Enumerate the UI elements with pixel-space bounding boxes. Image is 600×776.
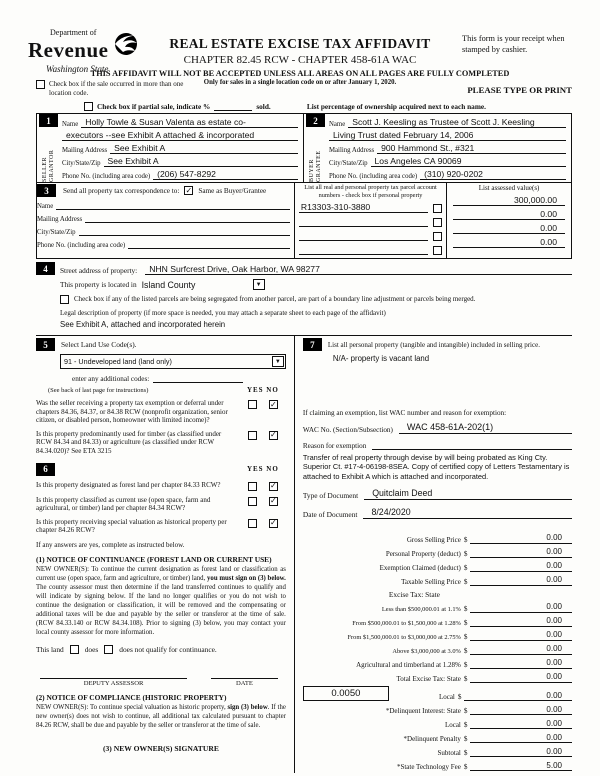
additional-codes-label: enter any additional codes:	[72, 375, 150, 383]
buyer-mailing-label: Mailing Address	[329, 147, 375, 154]
total-excise-label: Total Excise Tax: State	[396, 674, 461, 683]
section5-6-column	[36, 336, 295, 773]
subtotal-field[interactable]: 0.00	[470, 747, 572, 758]
tax-bracket-label: Above $3,000,000 at 3.0%	[392, 647, 461, 655]
reason-text[interactable]: Transfer of real property through devise by will being probated as King Cty. Superior Ct. #17-4-06198-8SEA. Copy of certified copy of Letters Testamentary is attached to Exhibit A which is attached and incorporated.	[302, 453, 570, 481]
yes-checkbox[interactable]	[248, 519, 257, 528]
agency-dept-label: Department of	[50, 28, 97, 37]
notice-compliance-body	[36, 703, 286, 730]
agency-state-label: Washington State	[46, 64, 109, 74]
form-header	[0, 0, 600, 100]
notice1-text: The county assessor must then determine if the land transferred continues to qualify and will indicate by signing below. If the land no longer qualifies or you do not wish to continue the designation or classification, it will be removed and the compensating or additional taxes will be due and payable by the seller or transferor at the time of sale. (RCW 84.33.140 or RCW 84.34.108). Prior to signing (3) below, you may contact your local county assessor for more information.	[36, 583, 286, 636]
qualify-prefix: This land	[36, 644, 64, 654]
local-rate-field[interactable]: 0.0050	[303, 686, 389, 701]
excise-tax-state-header: Excise Tax: State	[388, 589, 440, 599]
notice1-bold-text: you must sign on (3) below.	[207, 574, 286, 582]
dollar-sign: $	[463, 549, 468, 558]
grantee-role-label: GRANTEE	[315, 150, 322, 182]
section4	[36, 262, 572, 336]
personal-property-input[interactable]: N/A- property is vacant land	[332, 354, 430, 363]
no-checkbox[interactable]: ✓	[270, 518, 277, 528]
completion-warning: THIS AFFIDAVIT WILL NOT BE ACCEPTED UNLESS ALL AREAS ON ALL PAGES ARE FULLY COMPLETED	[90, 69, 510, 78]
multi-location-checkbox[interactable]	[36, 80, 45, 89]
correspondence-label: Send all property tax correspondence to:	[63, 186, 180, 195]
agency-name: Revenue	[28, 38, 109, 62]
money-row	[303, 733, 572, 744]
section1-badge: 1	[39, 114, 58, 127]
buyer-role-label: BUYER	[308, 159, 315, 182]
buyer-phone-input[interactable]: (310) 920-0202	[420, 169, 566, 180]
yes-checkbox[interactable]	[248, 482, 257, 491]
does-qualify-checkbox[interactable]	[70, 645, 79, 654]
does-not-label: does not qualify for continuance.	[119, 644, 217, 654]
seller-name-label: Name	[62, 121, 79, 128]
question-text: Is this property receiving special valuation as historical property per chapter 84.26 RCW?	[36, 517, 227, 535]
assessed-value-field[interactable]: 0.00	[453, 223, 565, 234]
notice1-text: NEW OWNER(S): To continue the current designation as forest land or classification as current use (open space, farm and agriculture, or timber) land,	[36, 565, 286, 582]
dollar-sign: $	[463, 735, 468, 744]
land-use-title: Select Land Use Code(s).	[61, 340, 137, 349]
question-row	[36, 481, 286, 491]
dollar-sign: $	[463, 721, 468, 730]
no-checkbox[interactable]: ✓	[270, 481, 277, 491]
personal-property-checkbox-4[interactable]	[433, 246, 442, 255]
money-row	[303, 561, 572, 572]
corr-city-label: City/State/Zip	[37, 229, 76, 236]
question-row	[36, 496, 286, 513]
notice2-bold-text: sign (3) below	[227, 703, 268, 711]
notice-continuance-title: (1) NOTICE OF CONTINUANCE (FOREST LAND OR CURRENT USE)	[36, 554, 272, 564]
tax-value-field[interactable]: 0.00	[470, 658, 572, 669]
assessed-header: List assessed value(s)	[478, 184, 540, 192]
county-select[interactable]: Island County	[141, 279, 196, 290]
section7-column	[295, 336, 572, 773]
tax-bracket-label: From $1,500,000.01 to $3,000,000 at 2.75%	[347, 633, 461, 641]
deputy-assessor-signature-line[interactable]: DEPUTY ASSESSOR	[40, 678, 187, 687]
yes-no-header: YES NO	[246, 386, 279, 394]
if-yes-note: If any answers are yes, complete as instructed below.	[36, 540, 185, 549]
notice2-text: NEW OWNER(S): To continue special valuation as historic property,	[36, 703, 228, 711]
seller-section	[37, 114, 304, 182]
legal-description-input[interactable]: See Exhibit A, attached and incorporated herein	[60, 320, 226, 329]
dollar-sign: $	[463, 632, 468, 641]
buyer-city-input[interactable]: Los Angeles CA 90069	[371, 156, 566, 167]
form-title: REAL ESTATE EXCISE TAX AFFIDAVIT	[169, 36, 431, 51]
delinquent-penalty-field[interactable]: 0.00	[470, 733, 572, 744]
money-row	[303, 533, 572, 544]
money-value-field[interactable]: 0.00	[470, 533, 572, 544]
segregated-label: Check box if any of the listed parcels are being segregated from another parcel, are part of a boundary line adjustment or parcels being merged.	[74, 295, 476, 303]
money-label: Exemption Claimed (deduct)	[379, 563, 461, 572]
street-address-label: Street address of property:	[60, 266, 138, 275]
section5-badge: 5	[36, 338, 55, 351]
dollar-sign: $	[463, 604, 468, 613]
date-signature-line[interactable]: DATE	[211, 678, 278, 687]
money-value-field[interactable]: 0.00	[470, 547, 572, 558]
seller-name-input[interactable]: Holly Towle & Susan Valenta as estate co-	[81, 117, 298, 128]
buyer-name-input-line2[interactable]: Living Trust dated February 14, 2006	[329, 130, 566, 141]
qualify-row	[36, 645, 286, 654]
document-date-label: Date of Document	[302, 510, 358, 520]
corr-mailing-label: Mailing Address	[37, 216, 83, 223]
subtotal-label: Subtotal	[437, 749, 461, 758]
partial-sale-label: Check box if partial sale, indicate %	[97, 102, 211, 111]
yes-checkbox[interactable]	[248, 400, 257, 409]
money-value-field[interactable]: 0.00	[470, 561, 572, 572]
section2-badge: 2	[306, 114, 325, 127]
question-text: Is this property classified as current use (open space, farm and agricultural, or timber) land per chapter 84.34 RCW?	[36, 495, 211, 513]
corr-phone-label: Phone No. (including area code)	[37, 242, 126, 249]
tax-value-field[interactable]: 0.00	[470, 630, 572, 641]
receipt-note: This form is your receipt when stamped by cashier.	[462, 34, 565, 54]
form-subtitle: CHAPTER 82.45 RCW - CHAPTER 458-61A WAC	[183, 54, 417, 66]
tax-row	[303, 616, 572, 627]
seller-role-label: SELLER	[41, 157, 48, 182]
notice2-text: . If the new owner(s) does not wish to continue, all additional tax calculated pursuant to chapter 84.26 RCW, shall be due and payable by the seller or transferor at the time of sale.	[36, 703, 286, 729]
wac-number-label: WAC No. (Section/Subsection)	[302, 426, 393, 434]
tax-row	[303, 672, 572, 683]
question-text: Was the seller receiving a property tax exemption or deferral under chapters 84.36, 84.37, or 84.38 RCW (nonprofit organization, senior citizen, or disabled person, homeowner with limited income)?	[36, 399, 228, 425]
corr-mailing-input[interactable]	[85, 212, 290, 223]
seller-city-input[interactable]: See Exhibit A	[104, 156, 298, 167]
delinquent-local-field[interactable]: 0.00	[470, 719, 572, 730]
no-checkbox[interactable]: ✓	[270, 399, 277, 409]
notice-continuance-body	[36, 565, 286, 637]
tax-value-field[interactable]: 0.00	[470, 616, 572, 627]
segregated-checkbox[interactable]	[60, 295, 69, 304]
state-tech-fee-label: *State Technology Fee	[396, 763, 461, 772]
land-use-value[interactable]: 91 - Undeveloped land (land only)	[64, 357, 172, 366]
personal-property-title: List all personal property (tangible and intangible) included in selling price.	[327, 340, 540, 349]
dollar-sign: $	[463, 577, 468, 586]
partial-sale-checkbox[interactable]	[84, 102, 93, 111]
document-type-label: Type of Document	[302, 491, 359, 501]
tax-row	[303, 630, 572, 641]
does-label: does	[84, 644, 99, 654]
corr-city-input[interactable]	[79, 225, 290, 236]
document-date-input[interactable]: 8/24/2020	[363, 507, 572, 519]
seller-mailing-input[interactable]: See Exhibit A	[110, 143, 298, 154]
tax-value-field[interactable]: 0.00	[470, 602, 572, 613]
buyer-mailing-input[interactable]: 900 Hammond St., #321	[377, 143, 566, 154]
question-text: Is this property predominantly used for timber (as classified under RCW 84.34 and 84.33) or agriculture (as classified under RCW 84.34.020)? See ETA 3215	[36, 429, 222, 455]
corr-name-label: Name	[37, 203, 54, 210]
dollar-sign: $	[457, 693, 462, 702]
personal-property-checkbox-2[interactable]	[433, 218, 442, 227]
tax-row	[303, 658, 572, 669]
money-row	[303, 575, 572, 586]
question-text: Is this property designated as forest land per chapter 84.33 RCW?	[36, 480, 221, 489]
dollar-sign: $	[463, 660, 468, 669]
reason-label: Reason for exemption	[302, 442, 367, 450]
seller-mailing-label: Mailing Address	[62, 147, 108, 154]
chevron-down-icon[interactable]: ▼	[272, 356, 284, 367]
assessed-value-field[interactable]: 0.00	[453, 209, 565, 220]
parcel-number-field[interactable]	[299, 244, 428, 255]
tax-bracket-label: From $500,000.01 to $1,500,000 at 1.28%	[352, 619, 461, 627]
street-address-input[interactable]: NHN Surfcrest Drive, Oak Harbor, WA 98277	[145, 264, 572, 275]
instructions-note: (See back of last page for instructions)	[48, 387, 149, 394]
dollar-sign: $	[463, 563, 468, 572]
dollar-sign: $	[463, 618, 468, 627]
local-tax-row	[303, 686, 572, 701]
assessed-value-field[interactable]: 0.00	[453, 237, 565, 248]
county-label: This property is located in	[60, 280, 137, 289]
question-row	[36, 430, 286, 456]
money-row	[303, 705, 572, 716]
same-as-buyer-checkbox[interactable]: ✓	[185, 185, 193, 195]
percent-sold-field[interactable]	[214, 102, 252, 111]
tax-value-field[interactable]: 0.00	[470, 644, 572, 655]
no-checkbox[interactable]: ✓	[270, 430, 277, 440]
chevron-down-icon[interactable]: ▼	[253, 279, 265, 290]
question-row	[36, 518, 286, 535]
partial-sale-suffix: sold.	[256, 102, 271, 111]
delinquent-interest-field[interactable]: 0.00	[470, 705, 572, 716]
same-as-buyer-label: Same as Buyer/Grantee	[198, 186, 267, 195]
assessed-value-field[interactable]: 300,000.00	[453, 195, 565, 206]
partial-sale-row	[36, 100, 572, 113]
personal-property-checkbox-3[interactable]	[433, 232, 442, 241]
buyer-name-input[interactable]: Scott J. Keesling as Trustee of Scott J. Keesling	[348, 117, 566, 128]
money-row	[303, 719, 572, 730]
yes-no-header: YES NO	[246, 465, 279, 474]
tax-row	[303, 602, 572, 613]
buyer-city-label: City/State/Zip	[329, 160, 368, 167]
personal-property-checkbox-1[interactable]	[433, 204, 442, 213]
dollar-sign: $	[463, 707, 468, 716]
dollar-sign: $	[463, 646, 468, 655]
ownership-note: List percentage of ownership acquired next to each name.	[306, 102, 486, 111]
money-label: Gross Selling Price	[406, 535, 461, 544]
type-or-print-label: PLEASE TYPE OR PRINT	[467, 85, 572, 95]
delinquent-local-label: Local	[444, 721, 461, 730]
money-row	[303, 547, 572, 558]
section4-badge: 4	[36, 262, 55, 275]
local-label: Local	[438, 693, 455, 702]
grantor-role-label: GRANTOR	[48, 149, 55, 182]
local-value-field[interactable]: 0.00	[464, 691, 572, 702]
does-not-qualify-checkbox[interactable]	[104, 645, 113, 654]
parcel-number-field[interactable]: R13303-310-3880	[299, 202, 428, 213]
seller-phone-input[interactable]: (206) 547-8292	[153, 169, 298, 180]
tax-bracket-label: Agricultural and timberland at 1.28%	[356, 660, 461, 669]
single-location-note: Only for sales in a single location code on or after January 1, 2020.	[203, 79, 397, 86]
money-label: Taxable Selling Price	[401, 577, 461, 586]
corr-phone-input[interactable]	[128, 238, 290, 249]
dollar-sign: $	[463, 535, 468, 544]
total-excise-field[interactable]: 0.00	[470, 672, 572, 683]
parties-box	[36, 113, 572, 259]
parcel-number-field[interactable]	[299, 230, 428, 241]
seller-phone-label: Phone No. (including area code)	[62, 173, 151, 180]
buyer-phone-label: Phone No. (including area code)	[329, 173, 418, 180]
yes-checkbox[interactable]	[248, 497, 257, 506]
reason-input-line[interactable]	[372, 439, 572, 450]
notice-compliance-title: (2) NOTICE OF COMPLIANCE (HISTORIC PROPERTY)	[36, 692, 227, 702]
buyer-section	[304, 114, 571, 182]
parcel-number-field[interactable]	[299, 216, 428, 227]
question-row	[36, 399, 286, 425]
multi-location-row	[36, 80, 196, 97]
state-tech-fee-field[interactable]: 5.00	[470, 761, 572, 772]
money-value-field[interactable]: 0.00	[470, 575, 572, 586]
document-type-input[interactable]: Quitclaim Deed	[364, 488, 572, 500]
money-label: Personal Property (deduct)	[385, 549, 461, 558]
dollar-sign: $	[463, 763, 468, 772]
tax-bracket-label: Less than $500,000.01 at 1.1%	[381, 605, 461, 613]
money-row	[303, 747, 572, 758]
section7-badge: 7	[303, 338, 322, 351]
section6-badge: 6	[36, 463, 55, 476]
seller-city-label: City/State/Zip	[62, 160, 101, 167]
dollar-sign: $	[463, 674, 468, 683]
new-owner-signature-title: (3) NEW OWNER(S) SIGNATURE	[102, 743, 219, 753]
seller-name-input-line2[interactable]: executors --see Exhibit A attached & incorporated	[62, 130, 298, 141]
legal-description-label: Legal description of property (if more space is needed, you may attach a separate sheet to each page of the affidavit)	[60, 309, 386, 317]
section3-badge: 3	[37, 184, 56, 197]
parcel-header: List all real and personal property tax parcel account numbers - check box if personal property	[304, 184, 437, 199]
section3	[37, 183, 571, 258]
exemption-intro: If claiming an exemption, list WAC number and reason for exemption:	[302, 409, 507, 417]
multi-location-label: Check box if the sale occurred in more than one location code.	[49, 80, 184, 97]
dollar-sign: $	[463, 749, 468, 758]
wac-number-input[interactable]: WAC 458-61A-202(1)	[399, 422, 572, 434]
no-checkbox[interactable]: ✓	[270, 496, 277, 506]
yes-checkbox[interactable]	[248, 431, 257, 440]
delinquent-penalty-label: *Delinquent Penalty	[403, 735, 461, 744]
delinquent-interest-label: *Delinquent Interest: State	[385, 707, 461, 716]
corr-name-input[interactable]	[56, 199, 290, 210]
tax-row	[303, 644, 572, 655]
money-row	[303, 761, 572, 772]
buyer-name-label: Name	[329, 121, 346, 128]
land-use-select[interactable]	[60, 354, 286, 369]
fee-table	[303, 533, 572, 771]
additional-codes-input[interactable]	[153, 373, 243, 383]
